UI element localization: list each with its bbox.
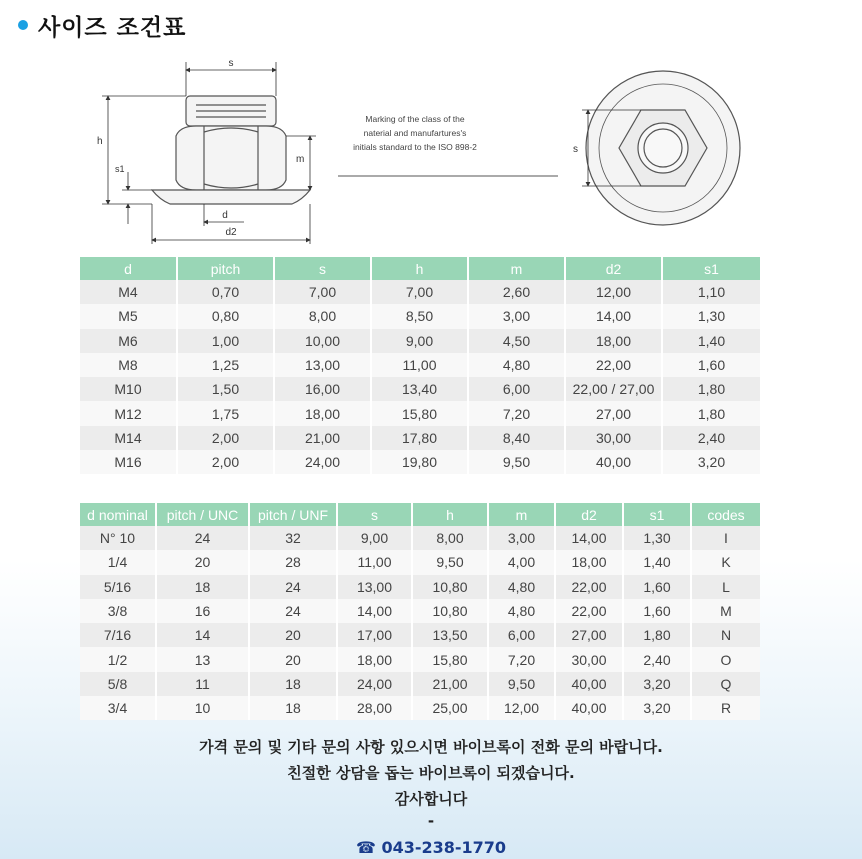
table-cell: 22,00	[555, 575, 623, 599]
table-cell: 4,80	[468, 353, 565, 377]
table-cell: 18,00	[337, 647, 412, 671]
table-header-row	[80, 257, 760, 280]
table-cell: 4,80	[488, 575, 555, 599]
table-cell: 3,20	[623, 696, 691, 720]
footer-line-2: 친절한 상담을 돕는 바이브록이 되겠습니다.	[287, 764, 575, 782]
table-cell: 9,00	[371, 329, 468, 353]
table-cell: 1,50	[177, 377, 274, 401]
table-cell: 2,40	[662, 426, 760, 450]
table-row	[80, 623, 760, 647]
table-cell: 16	[156, 599, 249, 623]
table-cell: M6	[80, 329, 177, 353]
table-cell: 2,00	[177, 450, 274, 474]
header-cell: pitch	[177, 257, 274, 280]
dim-d2	[152, 204, 310, 244]
table-cell: 1/2	[80, 647, 156, 671]
table-cell: 1,30	[662, 304, 760, 328]
table-cell: 1,30	[623, 526, 691, 550]
table-cell: 18	[249, 696, 337, 720]
table-cell: 9,50	[488, 672, 555, 696]
table-cell: 40,00	[555, 672, 623, 696]
label-m: m	[296, 154, 305, 165]
table-row	[80, 304, 760, 328]
footer-line-3: 감사합니다	[394, 790, 468, 808]
table-cell: 1,60	[623, 575, 691, 599]
table-cell: 28	[249, 550, 337, 574]
table-cell: 7,20	[488, 647, 555, 671]
table-cell: M16	[80, 450, 177, 474]
table-row	[80, 696, 760, 720]
table-row	[80, 575, 760, 599]
note-line-2: naterial and manufartures's	[363, 128, 467, 138]
table-cell: M	[691, 599, 760, 623]
table-cell: 15,80	[412, 647, 488, 671]
label-s-right: s	[573, 144, 578, 155]
header-cell: h	[412, 503, 488, 526]
table-cell: M14	[80, 426, 177, 450]
table-cell: 9,00	[337, 526, 412, 550]
label-s1: s1	[115, 164, 125, 174]
table-cell: 17,00	[337, 623, 412, 647]
table-cell: 22,00	[555, 599, 623, 623]
table-cell: 30,00	[555, 647, 623, 671]
table-cell: 3,20	[623, 672, 691, 696]
table-cell: 6,00	[468, 377, 565, 401]
table-cell: 24	[249, 599, 337, 623]
table-cell: L	[691, 575, 760, 599]
table-row	[80, 329, 760, 353]
header-cell: d2	[565, 257, 662, 280]
table-row	[80, 599, 760, 623]
header-cell: s	[337, 503, 412, 526]
table-header-row	[80, 503, 760, 526]
table-cell: 10,00	[274, 329, 371, 353]
table-cell: 1,00	[177, 329, 274, 353]
table-cell: 14	[156, 623, 249, 647]
header-cell: h	[371, 257, 468, 280]
header-cell: codes	[691, 503, 760, 526]
header-cell: d nominal	[80, 503, 156, 526]
table-cell: 13	[156, 647, 249, 671]
table-cell: 7/16	[80, 623, 156, 647]
table-cell: 15,80	[371, 401, 468, 425]
label-d2: d2	[225, 227, 237, 238]
table-cell: 8,00	[412, 526, 488, 550]
table-cell: 11	[156, 672, 249, 696]
table-cell: 27,00	[565, 401, 662, 425]
phone-number[interactable]: 043-238-1770	[381, 838, 507, 857]
table-row	[80, 672, 760, 696]
label-s-top: s	[228, 58, 234, 69]
nut-side-view	[152, 96, 310, 204]
label-h: h	[97, 136, 103, 147]
table-cell: 3,00	[468, 304, 565, 328]
table-cell: 3,00	[488, 526, 555, 550]
title-row	[18, 10, 186, 40]
table-cell: 18,00	[274, 401, 371, 425]
table-cell: 9,50	[468, 450, 565, 474]
table-cell: 1,40	[623, 550, 691, 574]
table-cell: 17,80	[371, 426, 468, 450]
table-cell: 30,00	[565, 426, 662, 450]
footer-line-1: 가격 문의 및 기타 문의 사항 있으시면 바이브록이 전화 문의 바랍니다.	[199, 738, 663, 756]
technical-drawing	[80, 48, 760, 254]
table-cell: 2,60	[468, 280, 565, 304]
table-cell: 12,00	[488, 696, 555, 720]
table-cell: 25,00	[412, 696, 488, 720]
table-cell: N° 10	[80, 526, 156, 550]
table-cell: 18,00	[555, 550, 623, 574]
metric-size-table	[80, 257, 760, 474]
table-cell: 1,60	[623, 599, 691, 623]
page-title: 사이즈 조건표	[38, 14, 187, 41]
table-cell: 0,80	[177, 304, 274, 328]
table-row	[80, 450, 760, 474]
table-cell: O	[691, 647, 760, 671]
phone-row[interactable]	[0, 838, 862, 857]
table-cell: 24	[156, 526, 249, 550]
dim-s1	[122, 172, 152, 224]
nut-top-view	[586, 71, 740, 225]
table-cell: 5/16	[80, 575, 156, 599]
table-cell: 14,00	[555, 526, 623, 550]
table-cell: 1,40	[662, 329, 760, 353]
table-cell: 2,40	[623, 647, 691, 671]
table-cell: 12,00	[565, 280, 662, 304]
drawing-svg	[80, 48, 760, 254]
table-cell: M12	[80, 401, 177, 425]
table-cell: 3,20	[662, 450, 760, 474]
table-cell: I	[691, 526, 760, 550]
table-cell: 28,00	[337, 696, 412, 720]
table-cell: 8,00	[274, 304, 371, 328]
table-cell: 13,00	[337, 575, 412, 599]
table-cell: 10,80	[412, 575, 488, 599]
table-cell: M5	[80, 304, 177, 328]
table-cell: 18	[249, 672, 337, 696]
table-cell: 2,00	[177, 426, 274, 450]
table-cell: 20	[156, 550, 249, 574]
table-cell: 4,50	[468, 329, 565, 353]
table-cell: Q	[691, 672, 760, 696]
header-cell: s1	[623, 503, 691, 526]
table-cell: 24,00	[337, 672, 412, 696]
table-cell: 21,00	[274, 426, 371, 450]
label-d: d	[222, 210, 228, 221]
dim-h	[102, 96, 186, 204]
table-cell: 8,40	[468, 426, 565, 450]
phone-icon: ☎	[355, 838, 376, 857]
table-cell: 1/4	[80, 550, 156, 574]
table-cell: 1,80	[662, 401, 760, 425]
header-cell: pitch / UNC	[156, 503, 249, 526]
table-cell: 32	[249, 526, 337, 550]
header-cell: s1	[662, 257, 760, 280]
marking-note	[353, 114, 477, 152]
table-row	[80, 401, 760, 425]
table-cell: 10,80	[412, 599, 488, 623]
table-cell: 18,00	[565, 329, 662, 353]
table-row	[80, 550, 760, 574]
table-cell: 0,70	[177, 280, 274, 304]
table-cell: R	[691, 696, 760, 720]
table-cell: 1,60	[662, 353, 760, 377]
table-cell: 22,00 / 27,00	[565, 377, 662, 401]
note-line-1: Marking of the class of the	[365, 114, 465, 124]
header-cell: pitch / UNF	[249, 503, 337, 526]
table-cell: 9,50	[412, 550, 488, 574]
table-cell: 5/8	[80, 672, 156, 696]
table-cell: 10	[156, 696, 249, 720]
table-row	[80, 280, 760, 304]
table-cell: 7,20	[468, 401, 565, 425]
table-cell: 13,00	[274, 353, 371, 377]
table-cell: N	[691, 623, 760, 647]
table-cell: 14,00	[337, 599, 412, 623]
table-row	[80, 377, 760, 401]
table-cell: 8,50	[371, 304, 468, 328]
table-cell: M4	[80, 280, 177, 304]
table-cell: 1,10	[662, 280, 760, 304]
header-cell: m	[488, 503, 555, 526]
table-cell: 7,00	[274, 280, 371, 304]
footer-line-4: -	[427, 812, 435, 830]
bullet-icon	[18, 20, 28, 30]
table-cell: 13,40	[371, 377, 468, 401]
table-cell: 4,00	[488, 550, 555, 574]
table-cell: 3/8	[80, 599, 156, 623]
table-cell: 20	[249, 623, 337, 647]
table-cell: 6,00	[488, 623, 555, 647]
table-cell: 11,00	[371, 353, 468, 377]
table-row	[80, 426, 760, 450]
header-cell: m	[468, 257, 565, 280]
table-cell: 1,75	[177, 401, 274, 425]
table-cell: 7,00	[371, 280, 468, 304]
table-cell: 11,00	[337, 550, 412, 574]
table-cell: 16,00	[274, 377, 371, 401]
table-cell: 13,50	[412, 623, 488, 647]
table-cell: 40,00	[565, 450, 662, 474]
table-cell: K	[691, 550, 760, 574]
table-cell: 24,00	[274, 450, 371, 474]
header-cell: s	[274, 257, 371, 280]
table-cell: M8	[80, 353, 177, 377]
table-row	[80, 526, 760, 550]
table-row	[80, 647, 760, 671]
table-cell: 27,00	[555, 623, 623, 647]
inch-size-table	[80, 503, 760, 720]
table-row	[80, 353, 760, 377]
table-cell: 22,00	[565, 353, 662, 377]
table-cell: 4,80	[488, 599, 555, 623]
table-cell: 24	[249, 575, 337, 599]
table-cell: 18	[156, 575, 249, 599]
table-cell: M10	[80, 377, 177, 401]
header-cell: d	[80, 257, 177, 280]
table-cell: 1,80	[623, 623, 691, 647]
table-cell: 40,00	[555, 696, 623, 720]
table-cell: 1,25	[177, 353, 274, 377]
table-cell: 19,80	[371, 450, 468, 474]
table-cell: 3/4	[80, 696, 156, 720]
table-cell: 20	[249, 647, 337, 671]
table-cell: 1,80	[662, 377, 760, 401]
table-cell: 21,00	[412, 672, 488, 696]
note-line-3: initials standard to the ISO 898-2	[353, 142, 477, 152]
table-cell: 14,00	[565, 304, 662, 328]
header-cell: d2	[555, 503, 623, 526]
